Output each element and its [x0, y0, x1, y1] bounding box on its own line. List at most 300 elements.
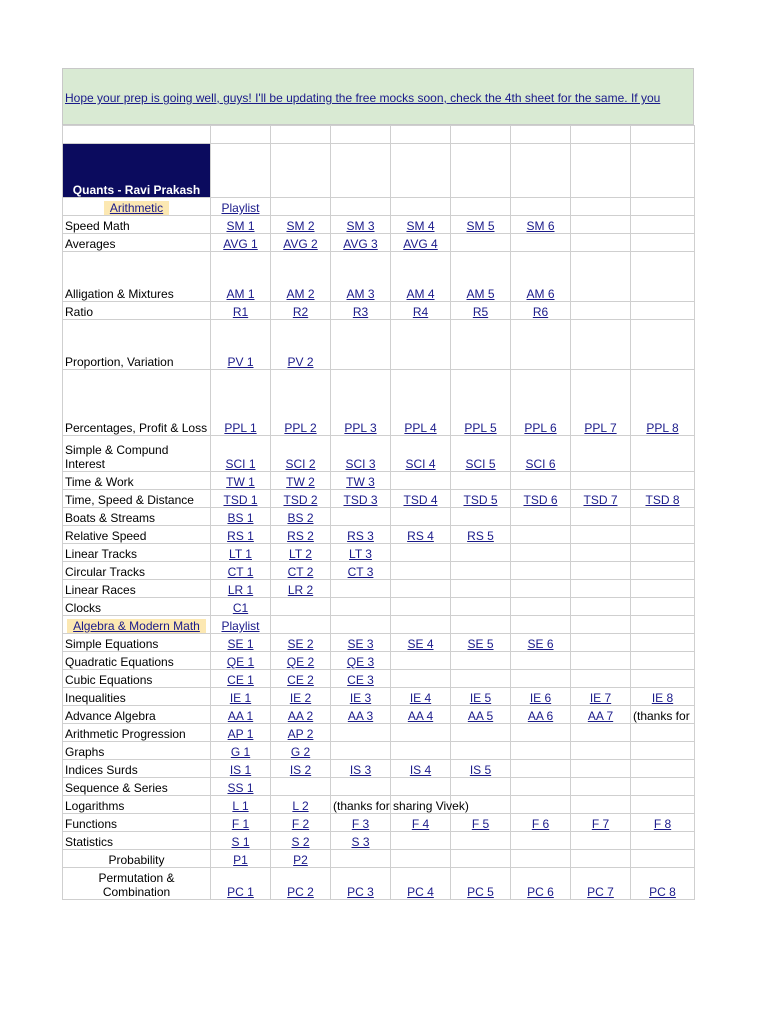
link-cell	[511, 216, 571, 234]
video-link[interactable]: TW 1	[226, 475, 255, 489]
video-link[interactable]: TSD 4	[403, 493, 438, 507]
table-row	[63, 580, 695, 598]
link-cell	[451, 634, 511, 652]
video-link[interactable]: IS 2	[289, 763, 312, 777]
video-link[interactable]: PC 4	[407, 885, 434, 899]
video-link[interactable]: F 4	[411, 817, 430, 831]
empty-cell	[511, 670, 571, 688]
link-cell	[331, 688, 391, 706]
video-link[interactable]: TSD 8	[645, 493, 680, 507]
video-link[interactable]: AVG 3	[343, 237, 378, 251]
link-cell	[391, 634, 451, 652]
video-link[interactable]: QE 2	[286, 655, 315, 669]
video-link[interactable]: IS 5	[469, 763, 492, 777]
link-cell	[511, 688, 571, 706]
empty-cell	[511, 760, 571, 778]
empty-cell	[571, 508, 631, 526]
link-cell	[631, 370, 695, 436]
table-row	[63, 688, 695, 706]
video-link[interactable]: IS 4	[409, 763, 432, 777]
video-link[interactable]: S 1	[231, 835, 250, 849]
video-link[interactable]: L 1	[232, 799, 249, 813]
link-cell	[451, 370, 511, 436]
empty-cell	[571, 832, 631, 850]
topic-inequalities: Inequalities	[63, 688, 211, 706]
video-link[interactable]: PC 1	[227, 885, 254, 899]
video-link[interactable]: TSD 5	[463, 493, 498, 507]
empty-cell	[631, 598, 695, 616]
video-link[interactable]: PV 2	[287, 355, 314, 369]
video-link[interactable]: CT 2	[287, 565, 314, 579]
empty-cell	[451, 778, 511, 796]
link-cell	[211, 598, 271, 616]
video-link[interactable]: LT 3	[349, 547, 372, 561]
empty-cell	[511, 850, 571, 868]
empty-cell	[631, 436, 695, 472]
empty-cell	[631, 580, 695, 598]
empty-cell	[631, 832, 695, 850]
empty-cell	[391, 778, 451, 796]
video-link[interactable]: IE 2	[289, 691, 312, 705]
video-link[interactable]: TSD 7	[583, 493, 618, 507]
empty-cell	[511, 832, 571, 850]
empty-cell	[571, 616, 631, 634]
note-cell: (thanks for sharing Vivek)	[331, 796, 391, 814]
empty-cell	[631, 508, 695, 526]
video-link[interactable]: QE 3	[346, 655, 375, 669]
video-link[interactable]: AA 4	[407, 709, 434, 723]
video-link[interactable]: SE 5	[467, 637, 494, 651]
video-link[interactable]: SS 1	[227, 781, 254, 795]
empty-cell	[331, 616, 391, 634]
link-cell	[271, 706, 331, 724]
video-link[interactable]: SCI 2	[285, 457, 316, 471]
link-cell	[271, 508, 331, 526]
link-cell	[331, 472, 391, 490]
link-cell	[211, 724, 271, 742]
link-cell	[211, 760, 271, 778]
video-link[interactable]: R1	[232, 305, 249, 319]
link-cell	[331, 526, 391, 544]
video-link[interactable]: AM 4	[406, 287, 435, 301]
link-cell	[211, 832, 271, 850]
video-link[interactable]: F 1	[231, 817, 250, 831]
video-link[interactable]: S 3	[351, 835, 370, 849]
empty-cell	[571, 850, 631, 868]
link-cell	[451, 868, 511, 900]
video-link[interactable]: R3	[352, 305, 369, 319]
video-link[interactable]: IE 6	[529, 691, 552, 705]
video-link[interactable]: AVG 4	[403, 237, 438, 251]
announcement-banner	[62, 68, 694, 125]
empty-cell	[571, 598, 631, 616]
video-link[interactable]: AA 6	[527, 709, 554, 723]
video-link[interactable]: PC 6	[527, 885, 554, 899]
video-link[interactable]: F 2	[291, 817, 310, 831]
link-cell	[331, 234, 391, 252]
link-cell	[271, 760, 331, 778]
video-link[interactable]: F 7	[591, 817, 610, 831]
video-link[interactable]: AA 7	[587, 709, 614, 723]
table-row	[63, 778, 695, 796]
table-row	[63, 562, 695, 580]
video-link[interactable]: LT 2	[289, 547, 312, 561]
link-cell	[271, 234, 331, 252]
topic-graphs: Graphs	[63, 742, 211, 760]
video-link[interactable]: AP 2	[287, 727, 314, 741]
video-link[interactable]: AVG 1	[223, 237, 258, 251]
link-cell	[211, 526, 271, 544]
link-cell	[631, 490, 695, 508]
empty-cell	[631, 234, 695, 252]
video-link[interactable]: PPL 8	[646, 421, 679, 435]
empty-cell	[331, 198, 391, 216]
video-link[interactable]: PC 8	[649, 885, 676, 899]
video-link[interactable]: CE 3	[347, 673, 374, 687]
link-cell	[391, 760, 451, 778]
video-link[interactable]: RS 5	[467, 529, 494, 543]
link-cell	[271, 580, 331, 598]
link-cell	[511, 706, 571, 724]
video-link[interactable]: F 3	[351, 817, 370, 831]
empty-cell	[391, 724, 451, 742]
link-cell	[211, 634, 271, 652]
empty-cell	[511, 508, 571, 526]
video-link[interactable]: PPL 7	[584, 421, 617, 435]
empty-cell	[391, 652, 451, 670]
video-link[interactable]: SCI 6	[525, 457, 556, 471]
empty-cell	[451, 472, 511, 490]
video-link[interactable]: AA 3	[347, 709, 374, 723]
empty-cell	[571, 302, 631, 320]
empty-cell	[631, 526, 695, 544]
table-row	[63, 868, 695, 900]
video-link[interactable]: TSD 6	[523, 493, 558, 507]
empty-cell	[451, 580, 511, 598]
link-cell	[571, 706, 631, 724]
video-link[interactable]: RS 1	[227, 529, 254, 543]
note-cell: (thanks for	[631, 706, 695, 724]
empty-cell	[451, 832, 511, 850]
video-link[interactable]: AM 5	[466, 287, 495, 301]
video-link[interactable]: PC 2	[287, 885, 314, 899]
table-row	[63, 706, 695, 724]
link-cell	[391, 490, 451, 508]
link-cell	[391, 302, 451, 320]
empty-cell	[571, 544, 631, 562]
topic-averages: Averages	[63, 234, 211, 252]
link-cell	[271, 302, 331, 320]
table-row	[63, 526, 695, 544]
video-link[interactable]: AA 2	[287, 709, 314, 723]
empty-cell	[391, 562, 451, 580]
video-link[interactable]: P2	[293, 853, 308, 867]
video-link[interactable]: BS 2	[287, 511, 314, 525]
link-cell	[331, 652, 391, 670]
video-link[interactable]: CT 1	[227, 565, 254, 579]
video-link[interactable]: CT 3	[347, 565, 374, 579]
empty-cell	[571, 760, 631, 778]
link-cell	[511, 490, 571, 508]
link-cell	[211, 796, 271, 814]
video-link[interactable]: P1	[233, 853, 248, 867]
empty-cell	[391, 742, 451, 760]
video-link[interactable]: CE 1	[227, 673, 254, 687]
header-row	[63, 144, 695, 198]
video-link[interactable]: PPL 6	[524, 421, 557, 435]
video-link[interactable]: F 8	[653, 817, 672, 831]
topic-circular-tracks: Circular Tracks	[63, 562, 211, 580]
section-row	[63, 616, 695, 634]
empty-row	[63, 126, 695, 144]
video-link[interactable]: SCI 5	[465, 457, 496, 471]
link-cell	[451, 490, 511, 508]
link-cell	[331, 814, 391, 832]
quants-table	[62, 125, 695, 900]
topic-simple-equations: Simple Equations	[63, 634, 211, 652]
video-link[interactable]: IS 3	[349, 763, 372, 777]
video-link[interactable]: IE 4	[409, 691, 432, 705]
link-cell	[211, 490, 271, 508]
empty-cell	[451, 198, 511, 216]
video-link[interactable]: SE 4	[407, 637, 434, 651]
link-cell	[211, 472, 271, 490]
table-row	[63, 832, 695, 850]
link-cell	[391, 868, 451, 900]
table-row	[63, 652, 695, 670]
video-link[interactable]: IE 3	[349, 691, 372, 705]
video-link[interactable]: SM 2	[286, 219, 315, 233]
video-link[interactable]: CE 2	[287, 673, 314, 687]
table-row	[63, 490, 695, 508]
video-link[interactable]: AA 5	[467, 709, 494, 723]
video-link[interactable]: R2	[292, 305, 309, 319]
video-link[interactable]: AM 3	[346, 287, 375, 301]
empty-cell	[511, 234, 571, 252]
video-link[interactable]: QE 1	[226, 655, 255, 669]
empty-cell	[451, 234, 511, 252]
video-link[interactable]: SCI 1	[225, 457, 256, 471]
link-cell	[331, 490, 391, 508]
table-row	[63, 234, 695, 252]
empty-cell	[391, 508, 451, 526]
video-link[interactable]: PPL 3	[344, 421, 377, 435]
link-cell	[331, 760, 391, 778]
table-row	[63, 216, 695, 234]
empty-cell	[451, 598, 511, 616]
topic-percentages-profit-loss: Percentages, Profit & Loss	[63, 370, 211, 436]
link-cell	[391, 216, 451, 234]
table-row	[63, 760, 695, 778]
table-row	[63, 370, 695, 436]
video-link[interactable]: SE 3	[347, 637, 374, 651]
link-cell	[211, 688, 271, 706]
topic-relative-speed: Relative Speed	[63, 526, 211, 544]
video-link[interactable]: TW 2	[286, 475, 315, 489]
empty-cell	[571, 652, 631, 670]
link-cell	[271, 652, 331, 670]
empty-cell	[571, 670, 631, 688]
video-link[interactable]: LR 2	[287, 583, 314, 597]
empty-cell	[631, 302, 695, 320]
video-link[interactable]: RS 2	[287, 529, 314, 543]
section-label[interactable]: Algebra & Modern Math	[67, 619, 206, 633]
topic-functions: Functions	[63, 814, 211, 832]
video-link[interactable]: PPL 2	[284, 421, 317, 435]
link-cell	[271, 472, 331, 490]
video-link[interactable]: F 6	[531, 817, 550, 831]
link-cell	[211, 234, 271, 252]
video-link[interactable]: R4	[412, 305, 429, 319]
video-link[interactable]: RS 3	[347, 529, 374, 543]
video-link[interactable]: PPL 5	[464, 421, 497, 435]
link-cell	[271, 724, 331, 742]
video-link[interactable]: TW 3	[346, 475, 375, 489]
link-cell	[211, 706, 271, 724]
video-link[interactable]: PC 7	[587, 885, 614, 899]
video-link[interactable]: PPL 4	[404, 421, 437, 435]
empty-cell	[451, 670, 511, 688]
video-link[interactable]: C1	[232, 601, 249, 615]
link-cell	[451, 252, 511, 302]
empty-cell	[511, 198, 571, 216]
video-link[interactable]: IE 7	[589, 691, 612, 705]
empty-cell	[511, 796, 571, 814]
empty-cell	[451, 320, 511, 370]
video-link[interactable]: IE 1	[229, 691, 252, 705]
table-row	[63, 252, 695, 302]
topic-time-work: Time & Work	[63, 472, 211, 490]
topic-linear-races: Linear Races	[63, 580, 211, 598]
link-cell	[631, 868, 695, 900]
link-cell	[331, 832, 391, 850]
link-cell	[511, 436, 571, 472]
video-link[interactable]: AM 1	[226, 287, 255, 301]
empty-cell	[451, 508, 511, 526]
video-link[interactable]: SM 6	[526, 219, 555, 233]
video-link[interactable]: R6	[532, 305, 549, 319]
link-cell	[331, 216, 391, 234]
topic-arithmetic-progression: Arithmetic Progression	[63, 724, 211, 742]
link-cell	[211, 216, 271, 234]
link-cell	[211, 252, 271, 302]
playlist-link[interactable]: Playlist	[221, 201, 260, 215]
link-cell	[571, 868, 631, 900]
video-link[interactable]: SM 5	[466, 219, 495, 233]
link-cell	[271, 868, 331, 900]
link-cell	[391, 706, 451, 724]
video-link[interactable]: TSD 2	[283, 493, 318, 507]
empty-cell	[631, 252, 695, 302]
video-link[interactable]: PV 1	[227, 355, 254, 369]
empty-cell	[631, 616, 695, 634]
video-link[interactable]: AM 2	[286, 287, 315, 301]
topic-statistics: Statistics	[63, 832, 211, 850]
link-cell	[211, 850, 271, 868]
topic-time-speed-distance: Time, Speed & Distance	[63, 490, 211, 508]
video-link[interactable]: S 2	[291, 835, 310, 849]
video-link[interactable]: TSD 1	[223, 493, 258, 507]
video-link[interactable]: AVG 2	[283, 237, 318, 251]
video-link[interactable]: IE 5	[469, 691, 492, 705]
empty-cell	[511, 598, 571, 616]
empty-cell	[391, 320, 451, 370]
topic-clocks: Clocks	[63, 598, 211, 616]
link-cell	[511, 868, 571, 900]
topic-logarithms: Logarithms	[63, 796, 211, 814]
link-cell	[211, 868, 271, 900]
empty-cell	[571, 526, 631, 544]
link-cell	[211, 670, 271, 688]
video-link[interactable]: SCI 3	[345, 457, 376, 471]
link-cell	[331, 562, 391, 580]
link-cell	[271, 634, 331, 652]
section-label[interactable]: Arithmetic	[104, 201, 169, 215]
video-link[interactable]: SM 4	[406, 219, 435, 233]
topic-cubic-equations: Cubic Equations	[63, 670, 211, 688]
empty-cell	[631, 198, 695, 216]
video-link[interactable]: IE 8	[651, 691, 674, 705]
video-link[interactable]: L 2	[292, 799, 309, 813]
empty-cell	[331, 742, 391, 760]
link-cell	[271, 688, 331, 706]
video-link[interactable]: SCI 4	[405, 457, 436, 471]
playlist-link[interactable]: Playlist	[221, 619, 260, 633]
video-link[interactable]: PPL 1	[224, 421, 257, 435]
section-algebra-modern-math	[63, 616, 211, 634]
table-row	[63, 472, 695, 490]
table-row	[63, 670, 695, 688]
announcement-link[interactable]: Hope your prep is going well, guys! I'll be updating the free mocks soon, check the 4th sheet for the same. If you	[65, 91, 661, 105]
link-cell	[211, 562, 271, 580]
video-link[interactable]: LT 1	[229, 547, 252, 561]
link-cell	[331, 706, 391, 724]
video-link[interactable]: SE 6	[527, 637, 554, 651]
video-link[interactable]: G 1	[230, 745, 251, 759]
topic-probability: Probability	[63, 850, 211, 868]
video-link[interactable]: TSD 3	[343, 493, 378, 507]
link-cell	[391, 688, 451, 706]
link-cell	[451, 436, 511, 472]
table-row	[63, 814, 695, 832]
video-link[interactable]: G 2	[290, 745, 311, 759]
link-cell	[271, 320, 331, 370]
video-link[interactable]: SM 1	[226, 219, 255, 233]
video-link[interactable]: BS 1	[227, 511, 254, 525]
link-cell	[271, 562, 331, 580]
link-cell	[211, 544, 271, 562]
video-link[interactable]: SE 2	[287, 637, 314, 651]
video-link[interactable]: SM 3	[346, 219, 375, 233]
topic-quadratic-equations: Quadratic Equations	[63, 652, 211, 670]
video-link[interactable]: SE 1	[227, 637, 254, 651]
link-cell	[391, 526, 451, 544]
empty-cell	[331, 598, 391, 616]
video-link[interactable]: LR 1	[227, 583, 254, 597]
link-cell	[271, 436, 331, 472]
video-link[interactable]: AM 6	[526, 287, 555, 301]
video-link[interactable]: PC 3	[347, 885, 374, 899]
video-link[interactable]: PC 5	[467, 885, 494, 899]
empty-cell	[331, 850, 391, 868]
video-link[interactable]: RS 4	[407, 529, 434, 543]
video-link[interactable]: R5	[472, 305, 489, 319]
video-link[interactable]: F 5	[471, 817, 490, 831]
video-link[interactable]: AA 1	[227, 709, 254, 723]
link-cell	[451, 760, 511, 778]
video-link[interactable]: AP 1	[227, 727, 254, 741]
video-link[interactable]: IS 1	[229, 763, 252, 777]
